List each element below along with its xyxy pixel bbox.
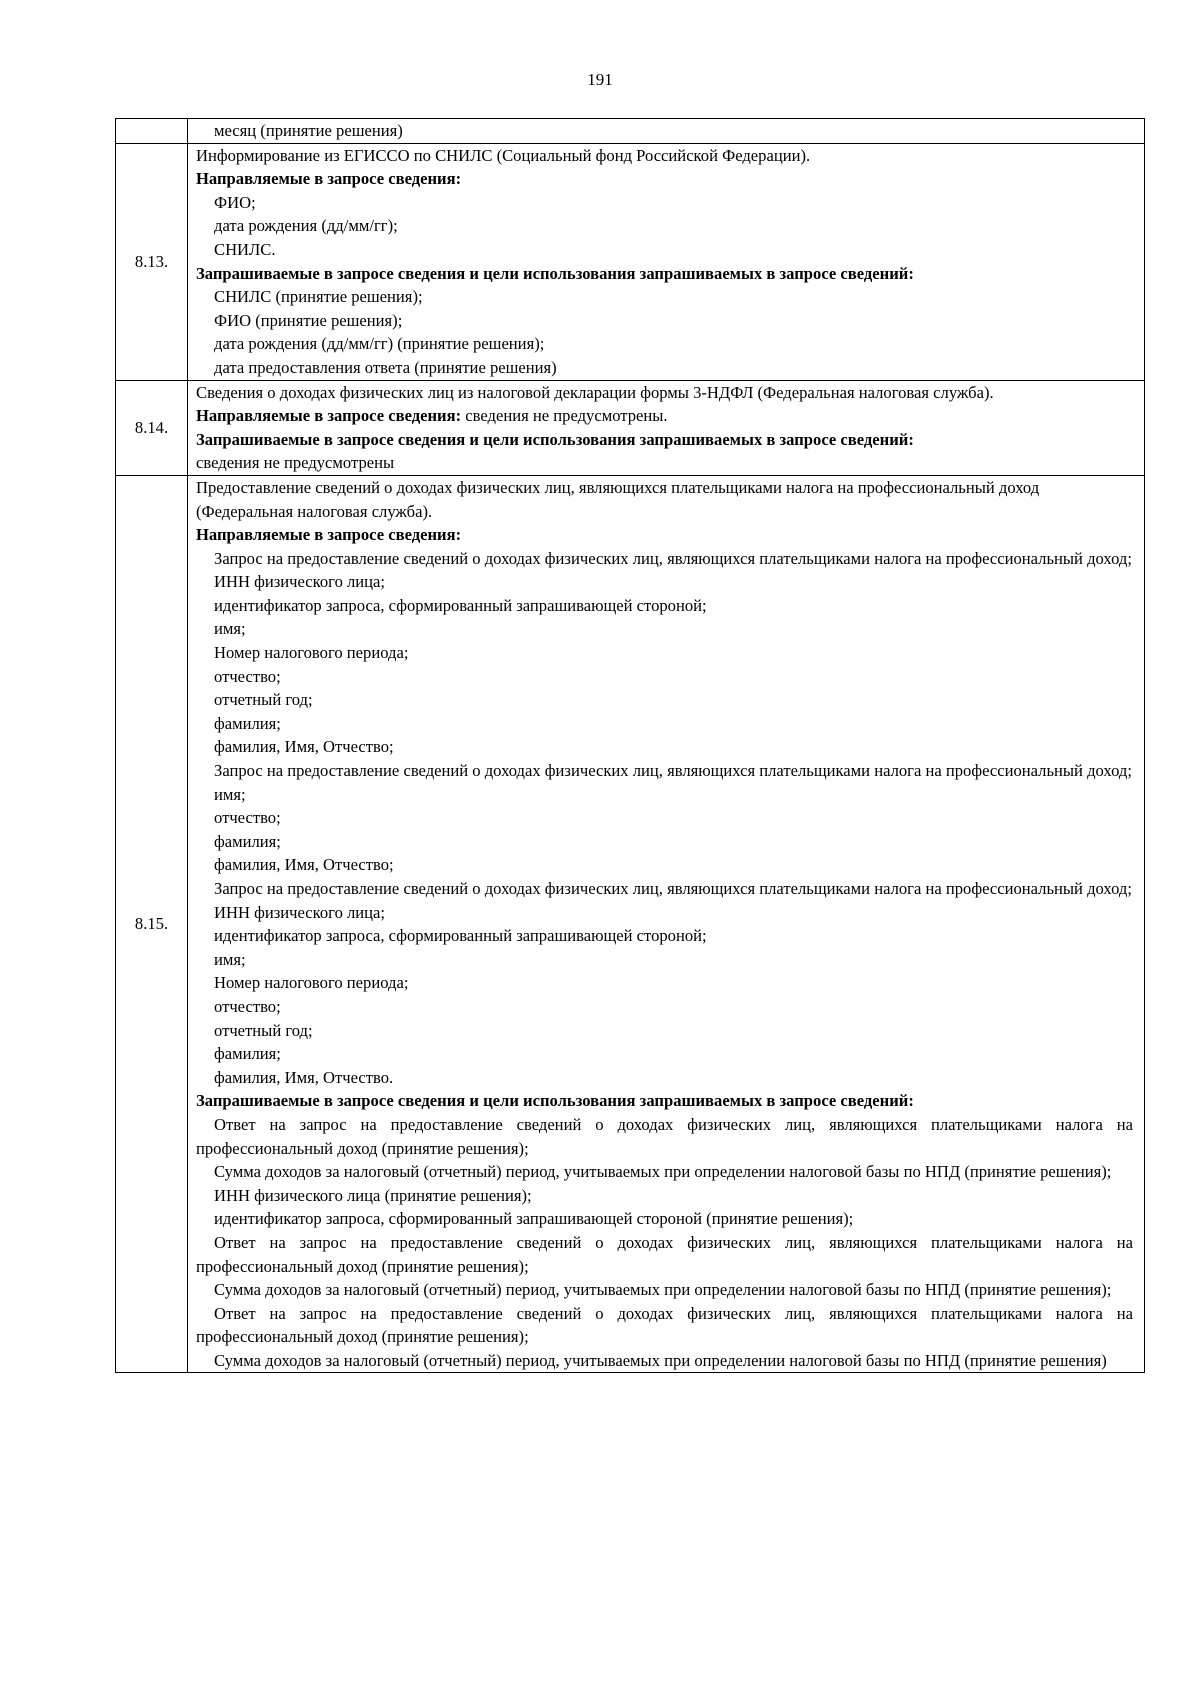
section-heading: [196, 404, 1133, 428]
content-line: отчетный год;: [214, 690, 313, 710]
content-line: имя;: [214, 619, 246, 639]
content-line: имя;: [214, 784, 246, 804]
heading-text: Направляемые в запросе сведения:: [196, 169, 462, 189]
heading-text: Направляемые в запросе сведения:: [196, 525, 462, 545]
row-content: [188, 143, 1145, 380]
content-line: Номер налогового периода;: [214, 973, 409, 993]
content-line: Сумма доходов за налоговый (отчетный) период, учитываемых при определении налоговой базы по НПД (принятие решения);: [214, 1280, 1112, 1300]
row-content: [188, 119, 1145, 144]
content-line: дата рождения (дд/мм/гг) (принятие решения);: [214, 334, 545, 354]
table-row: [116, 143, 1145, 380]
content-line: ИНН физического лица;: [214, 902, 386, 922]
content-line: идентификатор запроса, сформированный запрашивающей стороной;: [214, 595, 707, 615]
row-content: [188, 380, 1145, 475]
section-heading: [196, 1089, 1133, 1113]
content-line: Сумма доходов за налоговый (отчетный) период, учитываемых при определении налоговой базы по НПД (принятие решения): [214, 1350, 1107, 1370]
row-number: [116, 119, 188, 144]
content-line: идентификатор запроса, сформированный запрашивающей стороной;: [214, 926, 707, 946]
content-line: ИНН физического лица;: [214, 572, 386, 592]
content-line: фамилия, Имя, Отчество.: [214, 1067, 394, 1087]
content-line: Номер налогового периода;: [214, 643, 409, 663]
table-row: [116, 119, 1145, 144]
content-line: отчество;: [214, 666, 281, 686]
content-line: Сведения о доходах физических лиц из налоговой декларации формы 3-НДФЛ (Федеральная налоговая служба).: [196, 382, 994, 402]
row-number: 8.14.: [116, 380, 188, 475]
content-line: ФИО (принятие решения);: [214, 310, 403, 330]
section-heading: [196, 523, 1133, 547]
content-line: отчество;: [214, 996, 281, 1016]
requirements-table: [115, 118, 1145, 1373]
content-line: Запрос на предоставление сведений о доходах физических лиц, являющихся плательщиками налога на профессиональный доход;: [214, 548, 1132, 568]
content-line: фамилия;: [214, 713, 281, 733]
heading-text: Запрашиваемые в запросе сведения и цели использования запрашиваемых в запросе сведений:: [196, 429, 914, 449]
content-line: сведения не предусмотрены: [196, 453, 395, 473]
content-line: Сумма доходов за налоговый (отчетный) период, учитываемых при определении налоговой базы по НПД (принятие решения);: [214, 1162, 1112, 1182]
row-number: 8.13.: [116, 143, 188, 380]
content-line: Предоставление сведений о доходах физических лиц, являющихся плательщиками налога на профессиональный доход (Федеральная налоговая служба).: [196, 477, 1040, 521]
content-line: Запрос на предоставление сведений о доходах физических лиц, являющихся плательщиками налога на профессиональный доход;: [214, 879, 1132, 898]
content-line: Ответ на запрос на предоставление сведений о доходах физических лиц, являющихся плательщиками налога на профессиональный доход (принятие решения);: [196, 1114, 1133, 1158]
row-number: 8.15.: [116, 475, 188, 1373]
content-line: идентификатор запроса, сформированный запрашивающей стороной (принятие решения);: [214, 1209, 854, 1229]
content-line: Ответ на запрос на предоставление сведений о доходах физических лиц, являющихся плательщиками налога на профессиональный доход (принятие решения);: [196, 1232, 1133, 1276]
table-row: [116, 475, 1145, 1373]
table-row: [116, 380, 1145, 475]
content-line: фамилия, Имя, Отчество;: [214, 737, 394, 757]
section-heading: [196, 428, 1133, 452]
content-line: дата рождения (дд/мм/гг);: [214, 216, 398, 236]
content-line: СНИЛС (принятие решения);: [214, 287, 423, 307]
content-line: ФИО;: [214, 192, 256, 212]
content-line: отчетный год;: [214, 1020, 313, 1040]
content-line: ИНН физического лица (принятие решения);: [214, 1185, 532, 1205]
page-number: 191: [587, 70, 613, 89]
content-line: фамилия;: [214, 1044, 281, 1064]
table-body: [116, 119, 1145, 1373]
content-line: Информирование из ЕГИССО по СНИЛС (Социальный фонд Российской Федерации).: [196, 145, 811, 165]
heading-text: Запрашиваемые в запросе сведения и цели использования запрашиваемых в запросе сведений:: [196, 1091, 914, 1111]
content-line: дата предоставления ответа (принятие решения): [214, 357, 557, 377]
heading-tail-text: сведения не предусмотрены.: [461, 406, 668, 426]
content-line: фамилия;: [214, 831, 281, 851]
content-line: Запрос на предоставление сведений о доходах физических лиц, являющихся плательщиками налога на профессиональный доход;: [214, 761, 1132, 781]
content-line: отчество;: [214, 808, 281, 828]
content-line: Ответ на запрос на предоставление сведений о доходах физических лиц, являющихся плательщиками налога на профессиональный доход (принятие решения);: [196, 1303, 1133, 1347]
content-line: СНИЛС.: [214, 239, 276, 259]
heading-text: Направляемые в запросе сведения:: [196, 406, 462, 426]
content-line: фамилия, Имя, Отчество;: [214, 855, 394, 875]
content-line: месяц (принятие решения): [214, 121, 403, 140]
row-content: [188, 475, 1145, 1373]
content-line: имя;: [214, 949, 246, 969]
section-heading: [196, 262, 1133, 286]
section-heading: [196, 167, 1133, 191]
heading-text: Запрашиваемые в запросе сведения и цели использования запрашиваемых в запросе сведений:: [196, 263, 914, 283]
